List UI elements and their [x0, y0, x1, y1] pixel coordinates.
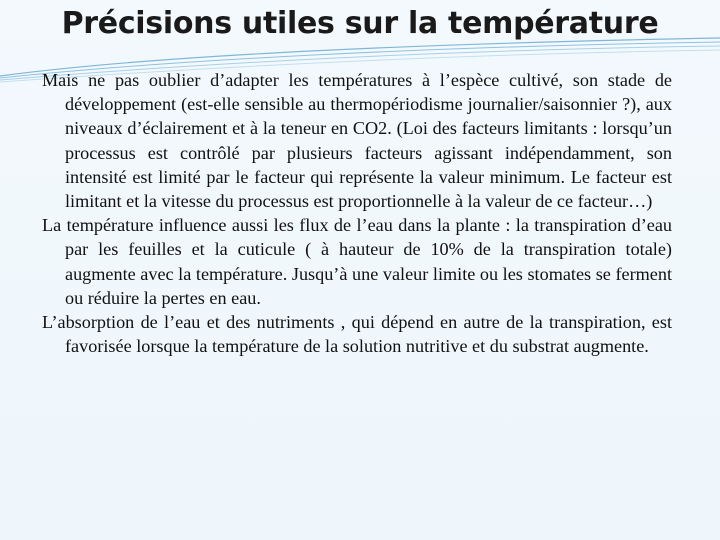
- paragraph-absorption: L’absorption de l’eau et des nutriments , qui dépend en autre de la transpiration, est favorisée lorsque la température de la solution nutritive et du substrat augmente.: [42, 312, 672, 357]
- paragraph-facteurs-limitants: Mais ne pas oublier d’adapter les températures à l’espèce cultivé, son stade de développement (est-elle sensible au thermopériodisme journalier/saisonnier ?), aux niveaux d’éclairement et à la teneur en CO2. (Loi des facteurs limitants : lorsqu’un processus est contrôlé par plusieurs facteurs agissant indépendamment, son intensité est limité par le facteur qui représente la valeur minimum. Le facteur est limitant et la vitesse du processus est proportionnelle à la valeur de ce facteur…): [42, 70, 672, 212]
- slide-body: [42, 68, 672, 358]
- paragraph-flux-eau: La température influence aussi les flux de l’eau dans la plante : la transpiration d’eau par les feuilles et la cuticule ( à hauteur de 10% de la transpiration totale) augmente avec la température. Jusqu’à une valeur limite ou les stomates se ferment ou réduire la pertes en eau.: [42, 215, 672, 308]
- slide-title: Précisions utiles sur la température: [61, 6, 659, 41]
